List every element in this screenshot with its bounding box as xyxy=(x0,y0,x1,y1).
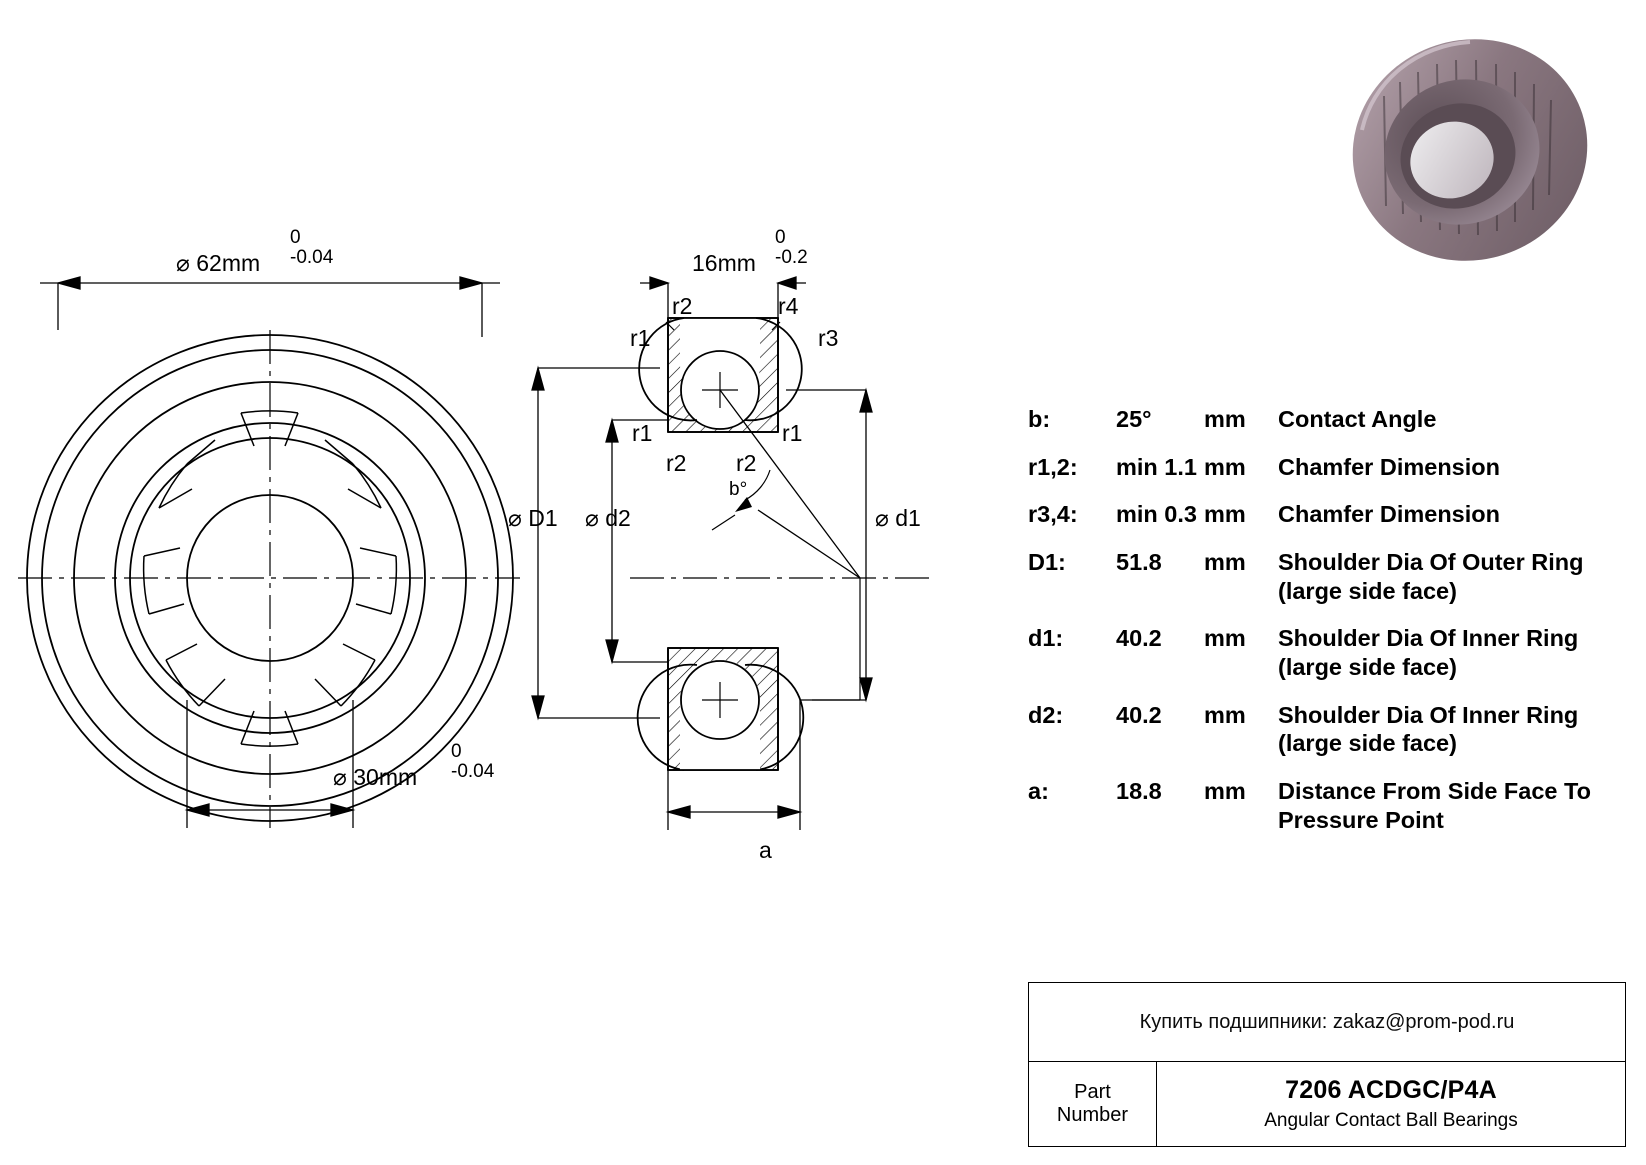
spec-description xyxy=(1278,777,1628,834)
spec-description-line1: Contact Angle xyxy=(1278,406,1437,432)
spec-key: r3,4: xyxy=(1028,501,1078,528)
part-row xyxy=(1029,1062,1625,1146)
spec-description-line2: (large side face) xyxy=(1278,577,1457,604)
label-D1: ⌀ D1 xyxy=(508,505,558,531)
label-r2-top: r2 xyxy=(672,293,693,319)
front-bore-dimension: ⌀ 30mm xyxy=(333,764,418,790)
spec-key: a: xyxy=(1028,777,1049,804)
spec-description xyxy=(1278,500,1628,529)
spec-row xyxy=(1028,548,1628,605)
spec-key: b: xyxy=(1028,406,1051,432)
label-contact-angle: b° xyxy=(729,479,748,500)
section-width-tol-lower: -0.2 xyxy=(775,246,808,268)
spec-description-line2: (large side face) xyxy=(1278,730,1457,757)
spec-unit: mm xyxy=(1204,501,1246,528)
label-r1-topleft: r1 xyxy=(630,325,651,351)
spec-description-line1: Distance From Side Face To xyxy=(1278,777,1591,804)
bearing-3d-render xyxy=(1324,9,1616,291)
front-od-tol-lower: -0.04 xyxy=(290,246,334,268)
spec-row xyxy=(1028,405,1628,434)
front-bore-tol-lower: -0.04 xyxy=(451,760,495,782)
label-r1-midright: r1 xyxy=(782,420,803,446)
spec-row xyxy=(1028,701,1628,758)
label-d2: ⌀ d2 xyxy=(585,505,631,531)
part-number-label xyxy=(1029,1062,1157,1146)
spec-description xyxy=(1278,701,1628,758)
contact-email-text: Купить подшипники: zakaz@prom-pod.ru xyxy=(1139,1010,1515,1033)
section-width-tol-upper: 0 xyxy=(775,227,786,248)
spec-value: 18.8 xyxy=(1116,777,1162,804)
part-number-value: 7206 ACDGC/P4A xyxy=(1285,1076,1497,1104)
spec-key: D1: xyxy=(1028,548,1066,575)
label-d1: ⌀ d1 xyxy=(875,505,921,531)
front-od-tol-upper: 0 xyxy=(290,227,301,248)
spec-unit: mm xyxy=(1204,701,1246,728)
spec-key: d2: xyxy=(1028,701,1064,728)
part-type-value: Angular Contact Ball Bearings xyxy=(1264,1110,1518,1131)
spec-description-line1: Shoulder Dia Of Outer Ring xyxy=(1278,548,1584,575)
spec-description-line1: Chamfer Dimension xyxy=(1278,501,1500,528)
spec-description-line1: Chamfer Dimension xyxy=(1278,453,1500,480)
spec-value: 51.8 xyxy=(1116,548,1162,575)
front-bore-tolerance xyxy=(451,742,494,782)
label-r4-top: r4 xyxy=(778,293,799,319)
spec-description-line1: Shoulder Dia Of Inner Ring xyxy=(1278,701,1579,728)
spec-unit: mm xyxy=(1204,406,1246,432)
spec-unit: mm xyxy=(1204,777,1246,804)
part-label-line1: Part xyxy=(1074,1081,1111,1103)
title-block xyxy=(1028,982,1626,1147)
spec-unit: mm xyxy=(1204,625,1246,652)
front-od-dimension: ⌀ 62mm xyxy=(176,250,261,276)
label-a: a xyxy=(759,837,772,863)
spec-value: 40.2 xyxy=(1116,701,1162,728)
spec-description xyxy=(1278,548,1628,605)
part-number-info xyxy=(1157,1062,1625,1146)
spec-unit: mm xyxy=(1204,453,1246,480)
spec-value: 25° xyxy=(1116,406,1152,432)
spec-description xyxy=(1278,624,1628,681)
spec-row xyxy=(1028,624,1628,681)
front-od-tolerance xyxy=(290,228,333,268)
spec-key: d1: xyxy=(1028,625,1064,652)
spec-key: r1,2: xyxy=(1028,453,1078,480)
label-r1-midleft: r1 xyxy=(632,420,653,446)
section-width-dimension: 16mm xyxy=(692,250,756,276)
contact-row xyxy=(1029,983,1625,1062)
spec-unit: mm xyxy=(1204,548,1246,575)
label-r2-lowright: r2 xyxy=(736,450,757,476)
section-width-tolerance xyxy=(775,228,808,268)
label-r2-lowleft: r2 xyxy=(666,450,687,476)
specification-list xyxy=(1028,405,1628,853)
spec-value: min 0.3 xyxy=(1116,501,1197,528)
front-bore-tol-upper: 0 xyxy=(451,741,462,762)
spec-row xyxy=(1028,500,1628,529)
section-view xyxy=(532,277,935,830)
spec-row xyxy=(1028,777,1628,834)
label-r3-topright: r3 xyxy=(818,325,839,351)
spec-description-line2: Pressure Point xyxy=(1278,806,1444,833)
front-view xyxy=(18,277,520,828)
spec-value: 40.2 xyxy=(1116,625,1162,652)
spec-description-line2: (large side face) xyxy=(1278,653,1457,680)
spec-description xyxy=(1278,453,1628,482)
spec-description-line1: Shoulder Dia Of Inner Ring xyxy=(1278,625,1579,652)
part-label-line2: Number xyxy=(1056,1104,1129,1126)
spec-row xyxy=(1028,453,1628,482)
spec-value: min 1.1 xyxy=(1116,453,1197,480)
spec-description xyxy=(1278,405,1628,434)
